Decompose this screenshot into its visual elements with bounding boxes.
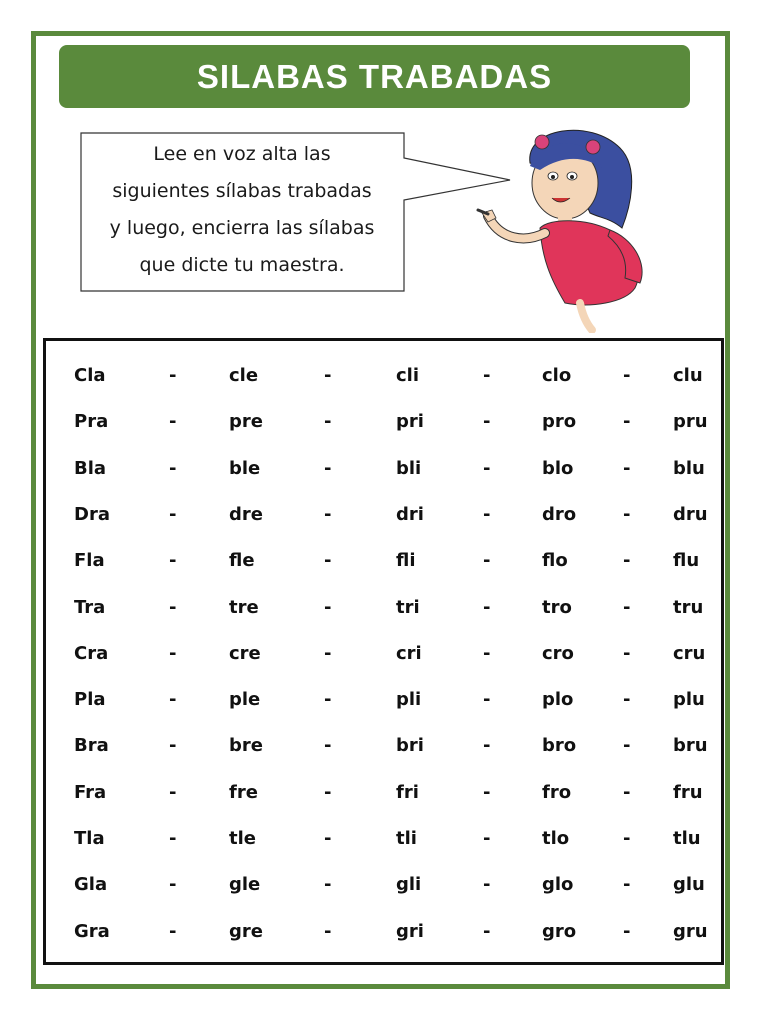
syllable-cell[interactable]: cli: [396, 365, 420, 386]
syllable-separator: -: [483, 735, 491, 757]
syllable-cell[interactable]: Tla: [74, 828, 105, 849]
syllable-cell[interactable]: bro: [542, 735, 577, 757]
syllable-cell[interactable]: gru: [673, 920, 708, 942]
syllable-separator: -: [169, 365, 177, 386]
syllable-separator: -: [169, 689, 177, 711]
table-row: [46, 407, 721, 437]
syllable-cell[interactable]: gre: [229, 920, 263, 942]
syllable-cell[interactable]: tro: [542, 596, 572, 618]
table-row: [46, 361, 721, 391]
syllable-cell[interactable]: dri: [396, 503, 424, 525]
syllable-cell[interactable]: fri: [396, 781, 419, 803]
syllable-separator: -: [324, 781, 332, 803]
syllable-separator: -: [623, 689, 631, 711]
syllable-separator: -: [483, 642, 491, 664]
syllable-cell[interactable]: tlo: [542, 828, 570, 849]
syllable-cell[interactable]: glo: [542, 874, 574, 896]
syllable-separator: -: [169, 457, 177, 479]
syllable-separator: -: [623, 735, 631, 757]
syllable-cell[interactable]: Tra: [74, 596, 106, 618]
syllable-cell[interactable]: bri: [396, 735, 424, 757]
syllable-cell[interactable]: cro: [542, 642, 574, 664]
syllable-cell[interactable]: blo: [542, 457, 574, 479]
syllable-cell[interactable]: dro: [542, 503, 577, 525]
syllable-separator: -: [324, 874, 332, 896]
page-title: SILABAS TRABADAS: [196, 57, 553, 95]
syllable-separator: -: [324, 503, 332, 525]
syllable-separator: -: [623, 874, 631, 896]
syllable-cell[interactable]: flo: [542, 550, 568, 572]
syllable-separator: -: [169, 596, 177, 618]
syllable-separator: -: [169, 550, 177, 572]
syllable-cell[interactable]: bre: [229, 735, 263, 757]
syllable-cell[interactable]: fle: [229, 550, 255, 572]
syllable-cell[interactable]: gri: [396, 920, 424, 942]
table-row: [46, 685, 721, 715]
speech-bubble-text: [82, 136, 402, 284]
syllable-cell[interactable]: Gla: [74, 874, 108, 896]
syllable-separator: -: [483, 781, 491, 803]
syllable-cell[interactable]: fro: [542, 781, 572, 803]
syllable-cell[interactable]: fre: [229, 781, 258, 803]
syllable-cell[interactable]: Fra: [74, 781, 107, 803]
syllable-cell[interactable]: Gra: [74, 920, 110, 942]
syllable-separator: -: [169, 503, 177, 525]
syllable-separator: -: [169, 411, 177, 433]
table-row: [46, 454, 721, 484]
syllable-cell[interactable]: gro: [542, 920, 577, 942]
syllable-separator: -: [483, 596, 491, 618]
syllable-separator: -: [324, 550, 332, 572]
syllable-separator: -: [483, 503, 491, 525]
syllable-cell[interactable]: plo: [542, 689, 574, 711]
syllable-cell[interactable]: cri: [396, 642, 422, 664]
syllable-separator: -: [169, 920, 177, 942]
syllable-separator: -: [623, 920, 631, 942]
syllable-cell[interactable]: blu: [673, 457, 705, 479]
syllable-cell[interactable]: dru: [673, 503, 708, 525]
syllable-cell[interactable]: cre: [229, 642, 261, 664]
syllable-cell[interactable]: Bla: [74, 457, 107, 479]
syllable-cell[interactable]: pru: [673, 411, 708, 433]
syllable-separator: -: [483, 828, 491, 849]
syllable-separator: -: [324, 365, 332, 386]
table-row: [46, 500, 721, 530]
title-banner: [59, 45, 690, 108]
syllable-cell[interactable]: Cla: [74, 365, 106, 386]
syllable-separator: -: [483, 874, 491, 896]
syllable-cell[interactable]: clo: [542, 365, 572, 386]
syllable-separator: -: [324, 642, 332, 664]
syllable-cell[interactable]: bru: [673, 735, 708, 757]
syllable-cell[interactable]: ble: [229, 457, 261, 479]
bubble-line-4: que dicte tu maestra.: [139, 254, 345, 276]
syllable-separator: -: [623, 596, 631, 618]
syllable-cell[interactable]: tli: [396, 828, 417, 849]
syllable-separator: -: [324, 735, 332, 757]
table-row: [46, 731, 721, 761]
syllable-cell[interactable]: Cra: [74, 642, 109, 664]
syllable-separator: -: [623, 503, 631, 525]
syllable-cell[interactable]: tre: [229, 596, 259, 618]
syllable-separator: -: [483, 550, 491, 572]
syllable-separator: -: [483, 457, 491, 479]
syllable-cell[interactable]: cle: [229, 365, 259, 386]
syllable-separator: -: [324, 596, 332, 618]
syllable-separator: -: [623, 642, 631, 664]
syllable-separator: -: [623, 828, 631, 849]
syllable-cell[interactable]: flu: [673, 550, 700, 572]
syllable-separator: -: [324, 457, 332, 479]
syllable-separator: -: [324, 411, 332, 433]
table-row: [46, 778, 721, 808]
bubble-line-3: y luego, encierra las sílabas: [109, 217, 375, 239]
syllable-separator: -: [483, 411, 491, 433]
syllable-separator: -: [623, 781, 631, 803]
syllable-separator: -: [169, 874, 177, 896]
syllable-separator: -: [169, 781, 177, 803]
syllable-cell[interactable]: gli: [396, 874, 422, 896]
syllable-cell[interactable]: bli: [396, 457, 422, 479]
syllable-separator: -: [324, 689, 332, 711]
syllable-cell[interactable]: pli: [396, 689, 422, 711]
syllable-cell[interactable]: pre: [229, 411, 263, 433]
syllable-cell[interactable]: pri: [396, 411, 424, 433]
table-row: [46, 917, 721, 947]
syllable-separator: -: [169, 642, 177, 664]
syllable-cell[interactable]: Fla: [74, 550, 105, 572]
syllable-cell[interactable]: tru: [673, 596, 704, 618]
syllable-separator: -: [324, 828, 332, 849]
syllable-cell[interactable]: ple: [229, 689, 261, 711]
syllable-cell[interactable]: fli: [396, 550, 416, 572]
syllable-separator: -: [169, 828, 177, 849]
pointing-girl-illustration: [470, 118, 670, 333]
syllable-cell[interactable]: gle: [229, 874, 261, 896]
syllable-separator: -: [623, 457, 631, 479]
table-row: [46, 870, 721, 900]
syllable-separator: -: [324, 920, 332, 942]
syllable-separator: -: [483, 365, 491, 386]
syllable-separator: -: [169, 735, 177, 757]
syllable-separator: -: [623, 411, 631, 433]
syllable-cell[interactable]: tri: [396, 596, 420, 618]
syllable-cell[interactable]: Bra: [74, 735, 109, 757]
syllable-cell[interactable]: tlu: [673, 828, 701, 849]
table-row: [46, 639, 721, 669]
syllable-cell[interactable]: glu: [673, 874, 705, 896]
table-row: [46, 824, 721, 854]
table-row: [46, 593, 721, 623]
syllable-separator: -: [483, 689, 491, 711]
bubble-line-2: siguientes sílabas trabadas: [112, 180, 372, 202]
syllable-separator: -: [623, 365, 631, 386]
syllable-cell[interactable]: Pra: [74, 411, 109, 433]
bubble-line-1: Lee en voz alta las: [153, 143, 331, 165]
table-row: [46, 546, 721, 576]
syllable-cell[interactable]: Pla: [74, 689, 106, 711]
syllable-cell[interactable]: fru: [673, 781, 703, 803]
syllable-separator: -: [623, 550, 631, 572]
syllable-cell[interactable]: cru: [673, 642, 706, 664]
syllable-cell[interactable]: plu: [673, 689, 705, 711]
syllable-cell[interactable]: dre: [229, 503, 263, 525]
syllable-table: [43, 338, 724, 965]
syllable-cell[interactable]: clu: [673, 365, 703, 386]
syllable-separator: -: [483, 920, 491, 942]
syllable-cell[interactable]: pro: [542, 411, 577, 433]
syllable-cell[interactable]: Dra: [74, 503, 110, 525]
syllable-cell[interactable]: tle: [229, 828, 256, 849]
